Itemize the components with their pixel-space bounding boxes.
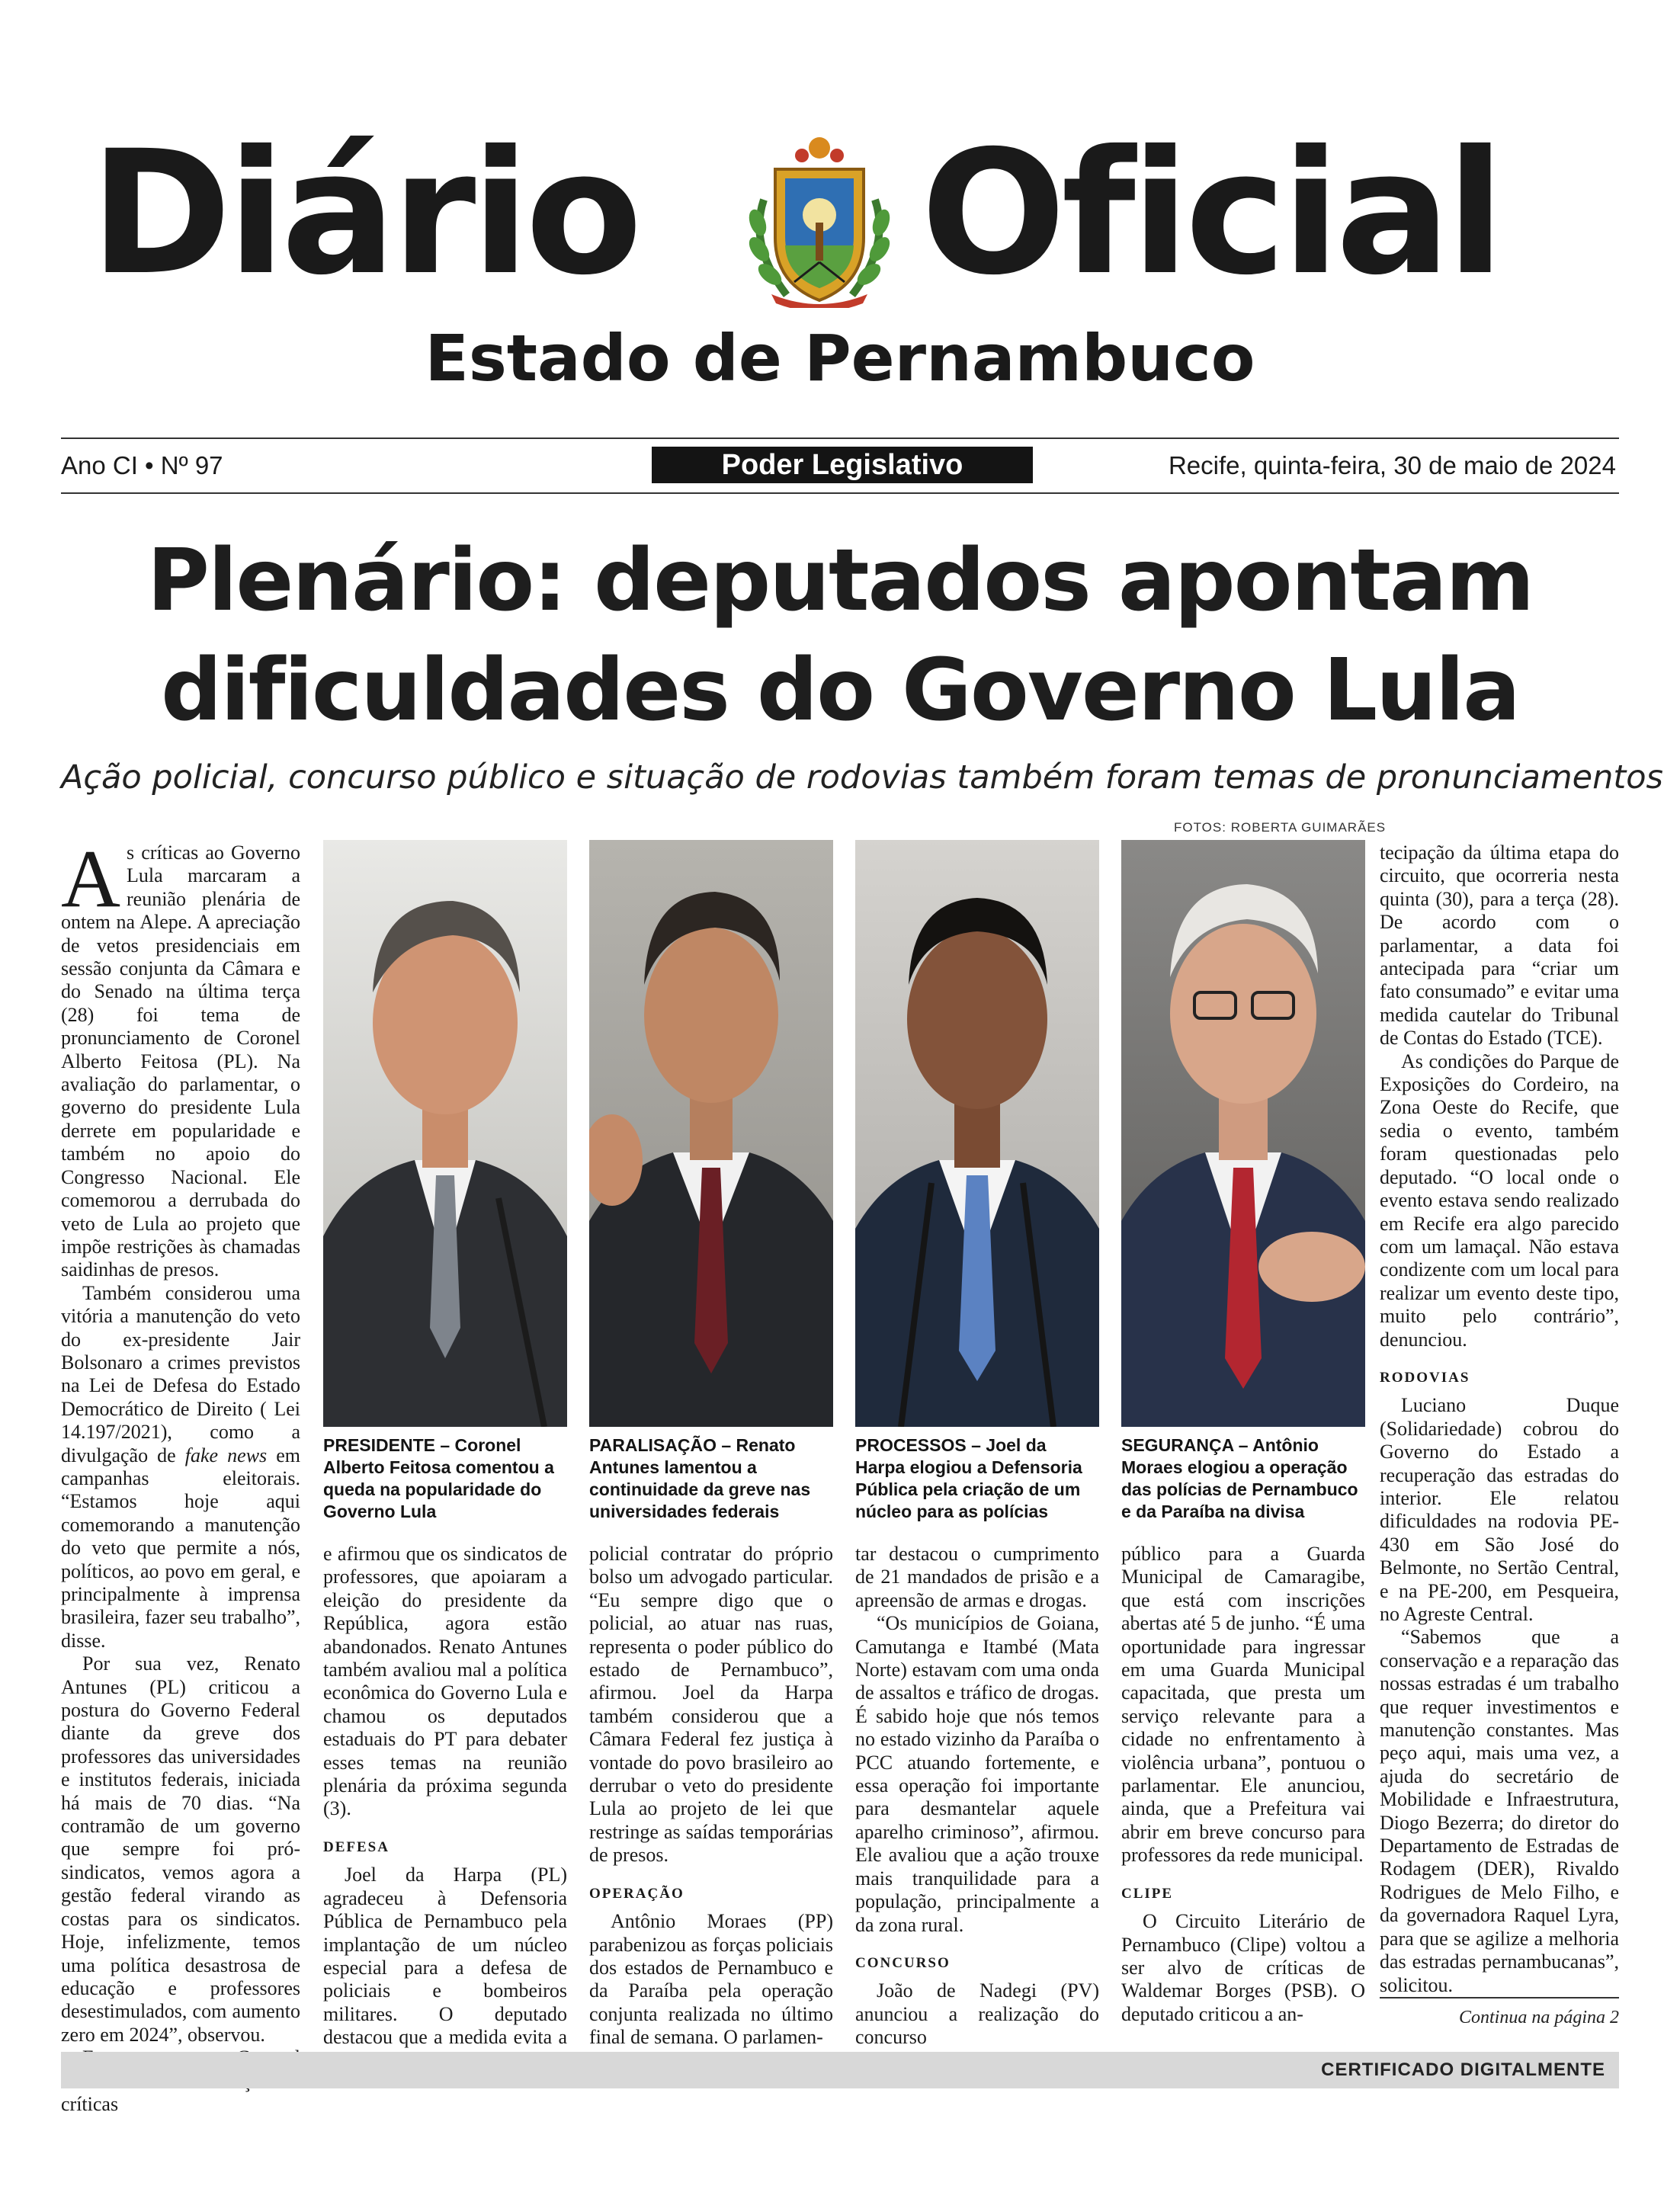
article-column-6 [1380, 841, 1619, 1997]
article-paragraph: João de Nadegi (PV) anunciou a realização do concurso [855, 1979, 1099, 2049]
article-lead-paragraph [61, 834, 300, 1282]
footer-bar [61, 2052, 1619, 2088]
article-paragraph: Por sua vez, Renato Antunes (PL) criticou a postura do Governo Federal diante da greve dos professores das universidades e institutos federais, iniciada há mais de 70 dias. “Na contramão de um governo que sempre foi pró-sindicatos, vemos agora a gestão federal virando as costas para os sindicatos. Hoje, infelizmente, temos uma política desastrosa de educação e professores desestimulados, com aumento zero em 2024”, observou. [61, 1652, 300, 2046]
article-paragraph: As condições do Parque de Exposições do Cordeiro, na Zona Oeste do Recife, que sedia o evento, também foram questionadas pelo deputado. “O local onde o evento estava sendo realizado em Recife era algo parecido com um lamaçal. Não estava condizente com um local para realizar um evento deste tipo, muito pelo contrário”, denunciou. [1380, 1050, 1619, 1351]
article-paragraph: e afirmou que os sindicatos de professores, que apoiaram a eleição do presidente da República, agora estão abandonados. Renato Antunes também avaliou mal a política econômica do Governo Lula e chamou os deputados estaduais do PT para debater esses temas na reunião plenária da próxima segunda (3). [323, 1543, 567, 1820]
portrait-illustration [323, 840, 567, 1427]
subhead: Ação policial, concurso público e situação de rodovias também foram temas de pronunciamentos [61, 758, 1663, 797]
section-kicker: OPERAÇÃO [589, 1885, 685, 1902]
portrait-illustration [1121, 840, 1365, 1427]
text-run: em campanhas eleitorais. “Estamos hoje aqui comemorando a manutenção do veto que permite a nós, políticos, ao povo em geral, e principalmente à imprensa brasileira, fazer seu trabalho”, disse. [61, 1444, 300, 1652]
article-paragraph: Antônio Moraes (PP) parabenizou as forças policiais dos estados de Pernambuco e da Paraíba pela operação conjunta realizada no último final de semana. O parlamen- [589, 1910, 833, 2049]
section-kicker: RODOVIAS [1380, 1369, 1470, 1386]
photo-renato-antunes [589, 840, 833, 1427]
section-kicker: CONCURSO [855, 1954, 951, 1971]
photo-caption: PARALISAÇÃO – Renato Antunes lamentou a continuidade da greve nas universidades federais [589, 1435, 811, 1521]
continua-rule [1380, 1997, 1619, 1998]
article-column-3 [589, 1543, 833, 2050]
masthead-title-left: Diário [90, 114, 639, 313]
article-paragraph: O Circuito Literário de Pernambuco (Clipe) voltou a ser alvo de críticas de Waldemar Borges (PSB). O deputado criticou a an- [1121, 1910, 1365, 2025]
article-paragraph [61, 1282, 300, 1653]
photo-caption: SEGURANÇA – Antônio Moraes elogiou a operação das polícias de Pernambuco e da Paraíba na divisa [1121, 1435, 1358, 1521]
masthead-title-right: Oficial [921, 114, 1501, 313]
emphasis-text: fake news [184, 1444, 268, 1466]
digital-certificate-label: CERTIFICADO DIGITALMENTE [1321, 2059, 1605, 2080]
article-paragraph: tecipação da última etapa do circuito, que ocorreria nesta quinta (30), para a terça (28). De acordo com o parlamentar, a data foi antecipada para “criar um fato consumado” e evitar uma medida cautelar do Tribunal de Contas do Estado (TCE). [1380, 841, 1619, 1050]
drop-cap: A [61, 834, 120, 925]
photo-joel-da-harpa [855, 840, 1099, 1427]
masthead [0, 114, 1680, 396]
top-rule [61, 438, 1619, 439]
continued-on-page: Continua na página 2 [1458, 2008, 1619, 2027]
photo-antonio-moraes [1121, 840, 1365, 1427]
article-column-4 [855, 1543, 1099, 2050]
headline-line-2: dificuldades do Governo Lula [161, 641, 1519, 740]
portrait-illustration [589, 840, 833, 1427]
section-kicker: CLIPE [1121, 1885, 1174, 1902]
pernambuco-coat-of-arms-icon [741, 131, 898, 308]
edition-number: Ano CI • Nº 97 [61, 451, 223, 479]
article-paragraph: Joel da Harpa (PL) agradeceu à Defensoria Pública de Pernambuco pela implantação de um núcleo especial para a defesa de policiais e bombeiros militares. O deputado destacou que a medida evita a [323, 1864, 567, 2049]
bottom-rule [61, 492, 1619, 494]
article-paragraph: “Os municípios de Goiana, Camutanga e Itambé (Mata Norte) estavam com uma onda de assaltos e tráfico de drogas. É sabido hoje que nós temos no estado vizinho da Paraíba o PCC atuando fortemente, e essa operação foi importante para desmantelar aquele aparelho criminoso”, afirmou. Ele avaliou que a ação trouxe mais tranquilidade para a população, principalmente a da zona rural. [855, 1612, 1099, 1936]
article-paragraph: Luciano Duque (Solidariedade) cobrou do Governo do Estado a recuperação das estradas do interior. Ele relatou dificuldades na rodovia PE-430 em São José do Belmonte, no Sertão Central, e na PE-200, em Pesqueira, no Agreste Central. [1380, 1394, 1619, 1625]
article-column-2 [323, 1543, 567, 2072]
article-paragraph: críticas [61, 2092, 119, 2115]
edition-bar [61, 447, 1619, 486]
article-paragraph: “Sabemos que a conservação e a reparação das nossas estradas é um trabalho que requer investimentos e manutenção constantes. Mas peço aqui, mais uma vez, a ajuda do secretário de Mobilidade e Infraestrutura, Diogo Bezerra; do diretor do Departamento de Estradas de Rodagem (DER), Rivaldo Rodrigues de Melo Filho, e da governadora Raquel Lyra, para que se agilize a melhoria das estradas pernambucanas”, solicitou. [1380, 1626, 1619, 1996]
photo-caption: PRESIDENTE – Coronel Alberto Feitosa comentou a queda na popularidade do Governo Lula [323, 1435, 554, 1521]
section-label: Poder Legislativo [652, 447, 1033, 483]
portrait-illustration [855, 840, 1099, 1427]
photo-caption: PROCESSOS – Joel da Harpa elogiou a Defensoria Pública pela criação de um núcleo para as polícias [855, 1435, 1082, 1521]
dateline: Recife, quinta-feira, 30 de maio de 2024 [1168, 451, 1616, 479]
masthead-subtitle: Estado de Pernambuco [425, 321, 1255, 396]
photo-alberto-feitosa [323, 840, 567, 1427]
text-run: Também considerou uma vitória a manutenção do veto do ex-presidente Jair Bolsonaro a crimes previstos na Lei de Defesa do Estado Democrático de Direito ( Lei 14.197/2021), como a divulgação de [61, 1281, 300, 1466]
article-paragraph: público para a Guarda Municipal de Camaragibe, que está com inscrições abertas até 5 de junho. “É uma oportunidade para ingressar em uma Guarda Municipal capacitada, que presta um serviço relevante para a cidade no enfrentamento à violência urbana”, pontuou o parlamentar. Ele anunciou, ainda, que a Prefeitura vai abrir em breve concurso para professores da rede municipal. [1121, 1543, 1365, 1867]
article-paragraph: policial contratar do próprio bolso um advogado particular. “Eu sempre digo que o policial, ao atuar nas ruas, representa o poder público do estado de Pernambuco”, afirmou. Joel da Harpa também considerou que a Câmara Federal fez justiça à vontade do povo brasileiro ao derrubar o veto do presidente Lula ao projeto de lei que restringe as saídas temporárias de presos. [589, 1543, 833, 1867]
article-column-5 [1121, 1543, 1365, 2026]
article-column-1 [61, 834, 300, 2116]
photo-credit: FOTOS: ROBERTA GUIMARÃES [1174, 820, 1387, 835]
lead-text: s críticas ao Governo Lula marcaram a reunião plenária de ontem na Alepe. A apreciação de vetos presidenciais em sessão conjunta da Câmara e do Senado na última terça (28) foi tema de pronunciamento de Coronel Alberto Feitosa (PL). Na avaliação do parlamentar, o governo do presidente Lula derrete em popularidade e também no apoio do Congresso Nacional. Ele comemorou a derrubada do veto de Lula ao projeto que impõe restrições às chamadas saidinhas de presos. [61, 841, 300, 1281]
headline-line-1: Plenário: deputados apontam [146, 531, 1534, 630]
headline [61, 526, 1619, 745]
section-kicker: DEFESA [323, 1838, 390, 1855]
article-paragraph: tar destacou o cumprimento de 21 mandados de prisão e a apreensão de armas e drogas. [855, 1543, 1099, 1611]
